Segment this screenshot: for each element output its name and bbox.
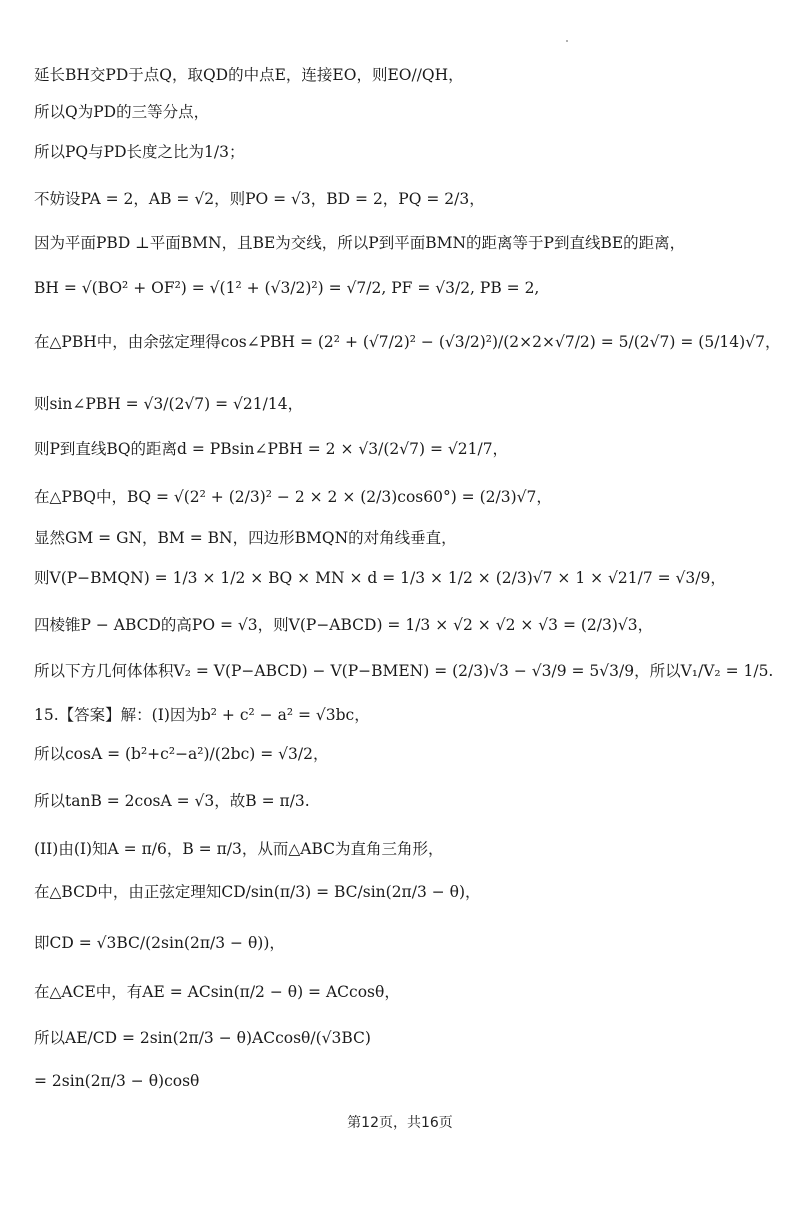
text-line-17: 所以tanB = 2cosA = √3，故B = π/3. [34, 792, 310, 810]
text-line-7: 在△PBH中，由余弦定理得cos∠PBH = (2² + (√7/2)² − (√3/2)²)/(2×2×√7/2) = 5/(2√7) = (5/14)√7， [34, 333, 781, 351]
text-line-3: 所以PQ与PD长度之比为1/3； [34, 143, 245, 161]
text-line-12: 则V(P−BMQN) = 1/3 × 1/2 × BQ × MN × d = 1/3 × 1/2 × (2/3)√7 × 1 × √21/7 = √3/9， [34, 569, 726, 587]
scan-speck [566, 40, 568, 42]
text-line-19: 在△BCD中，由正弦定理知CD/sin(π/3) = BC/sin(2π/3 − θ)， [34, 883, 481, 901]
text-line-8: 则sin∠PBH = √3/(2√7) = √21/14， [34, 395, 304, 413]
text-line-10: 在△PBQ中，BQ = √(2² + (2/3)² − 2 × 2 × (2/3)cos60°) = (2/3)√7， [34, 488, 552, 506]
text-line-4: 不妨设PA = 2，AB = √2，则PO = √3，BD = 2，PQ = 2/3， [34, 190, 485, 208]
text-line-11: 显然GM = GN，BM = BN，四边形BMQN的对角线垂直， [34, 529, 457, 547]
text-line-20: 即CD = √3BC/(2sin(2π/3 − θ))， [34, 934, 285, 952]
page-footer: 第12页，共16页 [347, 1115, 453, 1131]
text-line-14: 所以下方几何体体积V₂ = V(P−ABCD) − V(P−BMEN) = (2/3)√3 − √3/9 = 5√3/9，所以V₁/V₂ = 1/5. [34, 662, 774, 680]
text-line-23: = 2sin(2π/3 − θ)cosθ [34, 1072, 200, 1090]
text-line-1: 延长BH交PD于点Q，取QD的中点E，连接EO，则EO//QH， [34, 66, 464, 84]
text-line-6: BH = √(BO² + OF²) = √(1² + (√3/2)²) = √7/2, PF = √3/2, PB = 2, [34, 279, 540, 297]
text-line-16: 所以cosA = (b²+c²−a²)/(2bc) = √3/2， [34, 745, 329, 763]
text-line-13: 四棱锥P − ABCD的高PO = √3，则V(P−ABCD) = 1/3 × √2 × √2 × √3 = (2/3)√3， [34, 616, 654, 634]
text-line-21: 在△ACE中，有AE = ACsin(π/2 − θ) = ACcosθ， [34, 983, 400, 1001]
text-line-15: 15.【答案】解：(I)因为b² + c² − a² = √3bc， [34, 706, 370, 724]
text-line-5: 因为平面PBD ⊥平面BMN，且BE为交线，所以P到平面BMN的距离等于P到直线BE的距离， [34, 234, 686, 252]
text-line-18: (II)由(I)知A = π/6，B = π/3，从而△ABC为直角三角形， [34, 840, 444, 858]
text-line-9: 则P到直线BQ的距离d = PBsin∠PBH = 2 × √3/(2√7) = √21/7， [34, 440, 509, 458]
text-line-22: 所以AE/CD = 2sin(2π/3 − θ)ACcosθ/(√3BC) [34, 1029, 371, 1047]
text-line-2: 所以Q为PD的三等分点， [34, 103, 210, 121]
